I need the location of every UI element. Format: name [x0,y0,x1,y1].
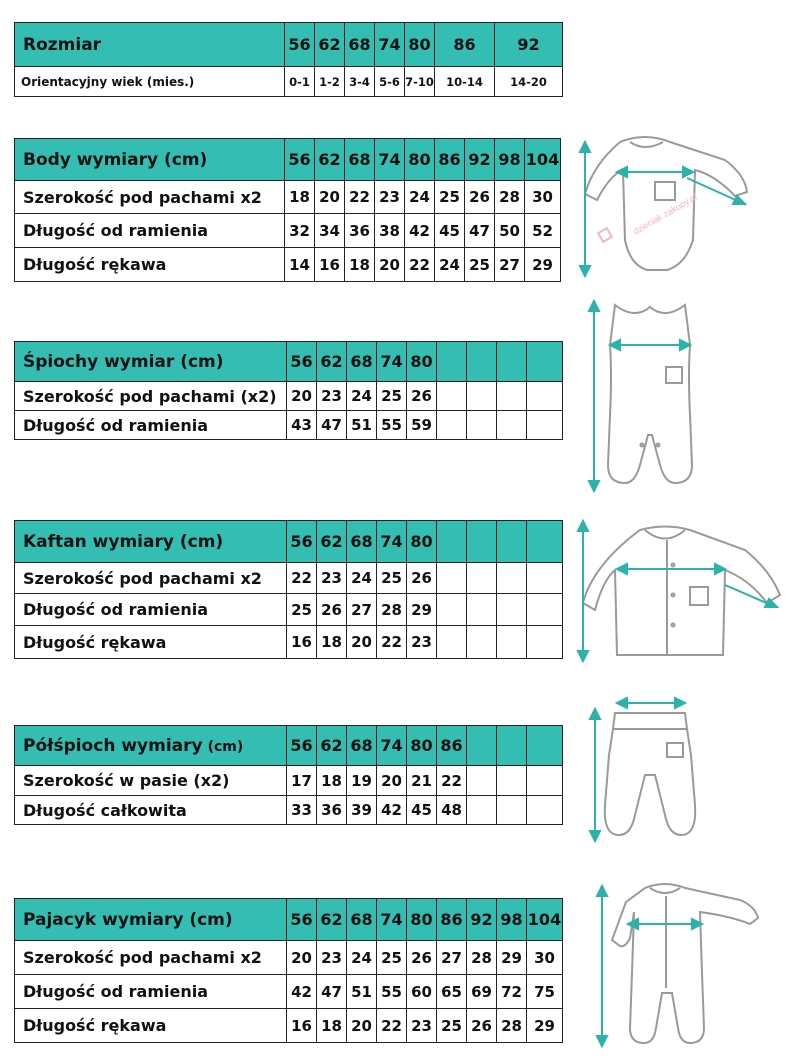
size-header-row [15,23,563,67]
table-title-unit: (cm) [207,738,244,755]
table-row [15,214,561,248]
value-cell [527,796,563,825]
row-label: Szerokość pod pachami x2 [15,563,287,594]
value-cell: 60 [407,975,437,1009]
kaftan-table-title [15,521,287,563]
value-cell: 16 [287,626,317,659]
body-illustration [575,130,775,280]
size-cell [497,342,527,382]
size-cell: 68 [347,726,377,766]
value-cell [467,411,497,440]
size-table-title: Rozmiar [15,23,285,67]
value-cell: 25 [377,382,407,411]
table-row [15,626,563,659]
value-cell: 55 [377,411,407,440]
value-cell: 65 [437,975,467,1009]
age-row-label: Orientacyjny wiek (mies.) [15,67,285,97]
row-label: Długość rękawa [15,248,285,282]
value-cell: 28 [495,181,525,214]
size-cell: 62 [317,342,347,382]
row-label: Długość całkowita [15,796,287,825]
value-cell: 22 [405,248,435,282]
body-size-table [14,138,561,282]
value-cell: 20 [347,1009,377,1043]
value-cell: 14 [285,248,315,282]
value-cell: 18 [345,248,375,282]
value-cell: 25 [465,248,495,282]
value-cell [437,382,467,411]
age-cell: 1-2 [315,67,345,97]
size-cell: 74 [377,521,407,563]
size-cell: 92 [495,23,563,67]
size-cell [527,342,563,382]
value-cell [467,766,497,796]
size-cell: 80 [405,23,435,67]
value-cell: 30 [525,181,561,214]
value-cell: 25 [437,1009,467,1043]
value-cell: 24 [435,248,465,282]
size-cell [467,342,497,382]
value-cell: 43 [287,411,317,440]
size-cell: 80 [407,342,437,382]
value-cell: 33 [287,796,317,825]
size-cell: 92 [465,139,495,181]
size-cell: 80 [405,139,435,181]
value-cell: 52 [525,214,561,248]
size-cell: 56 [285,139,315,181]
value-cell: 20 [347,626,377,659]
value-cell: 50 [495,214,525,248]
value-cell: 25 [377,563,407,594]
body-table-title [15,139,285,181]
table-title-text: Body wymiary (cm) [23,149,208,170]
size-cell: 80 [407,899,437,941]
value-cell: 20 [375,248,405,282]
age-row [15,67,563,97]
spiochy-size-table [14,341,563,440]
size-age-table [14,22,563,97]
value-cell: 29 [497,941,527,975]
body-header-row [15,139,561,181]
value-cell [437,626,467,659]
value-cell: 55 [377,975,407,1009]
value-cell: 20 [377,766,407,796]
value-cell: 23 [375,181,405,214]
value-cell: 26 [467,1009,497,1043]
size-cell [437,521,467,563]
value-cell [497,766,527,796]
value-cell: 28 [377,594,407,626]
table-title-text: Kaftan wymiary (cm) [23,531,224,552]
size-cell: 86 [435,139,465,181]
table-row [15,941,563,975]
value-cell [497,411,527,440]
value-cell [437,563,467,594]
row-label: Szerokość pod pachami x2 [15,181,285,214]
size-cell: 62 [317,726,347,766]
value-cell [467,626,497,659]
value-cell: 38 [375,214,405,248]
value-cell [497,382,527,411]
age-cell: 14-20 [495,67,563,97]
size-cell: 74 [375,23,405,67]
row-label: Długość rękawa [15,1009,287,1043]
size-cell [467,726,497,766]
value-cell: 20 [287,382,317,411]
size-cell: 56 [287,726,317,766]
value-cell [467,796,497,825]
age-cell: 10-14 [435,67,495,97]
table-row [15,975,563,1009]
value-cell [497,626,527,659]
value-cell: 42 [377,796,407,825]
value-cell: 42 [405,214,435,248]
value-cell: 26 [317,594,347,626]
row-label: Długość od ramienia [15,214,285,248]
value-cell: 23 [407,626,437,659]
value-cell: 42 [287,975,317,1009]
watermark-logo-icon [598,192,699,242]
size-cell: 104 [527,899,563,941]
row-label: Długość od ramienia [15,975,287,1009]
age-cell: 0-1 [285,67,315,97]
row-label: Długość rękawa [15,626,287,659]
pajacyk-size-table [14,898,563,1043]
value-cell: 36 [317,796,347,825]
value-cell: 23 [317,563,347,594]
size-cell: 86 [437,726,467,766]
value-cell: 48 [437,796,467,825]
value-cell: 26 [407,563,437,594]
size-cell [497,726,527,766]
value-cell: 30 [527,941,563,975]
table-row [15,248,561,282]
table-row [15,411,563,440]
value-cell: 47 [317,975,347,1009]
age-cell: 3-4 [345,67,375,97]
value-cell: 72 [497,975,527,1009]
size-cell: 68 [345,23,375,67]
table-row [15,594,563,626]
value-cell: 17 [287,766,317,796]
value-cell [527,626,563,659]
bodysuit-sketch-icon [575,130,775,280]
value-cell: 75 [527,975,563,1009]
value-cell [527,411,563,440]
size-cell: 74 [375,139,405,181]
value-cell: 27 [495,248,525,282]
value-cell: 51 [347,975,377,1009]
value-cell: 27 [347,594,377,626]
value-cell [527,594,563,626]
size-cell: 86 [435,23,495,67]
watermark-text: dzieciak zakupy.pl [631,191,699,237]
value-cell: 29 [527,1009,563,1043]
value-cell: 22 [437,766,467,796]
size-cell: 62 [317,521,347,563]
value-cell: 22 [287,563,317,594]
kaftan-size-table [14,520,563,659]
size-cell: 68 [347,521,377,563]
value-cell: 45 [435,214,465,248]
value-cell [467,563,497,594]
size-cell [527,726,563,766]
value-cell: 45 [407,796,437,825]
romper-sketch-icon [580,295,720,495]
row-label: Długość od ramienia [15,411,287,440]
table-row [15,766,563,796]
value-cell: 23 [317,941,347,975]
size-cell: 86 [437,899,467,941]
value-cell: 20 [287,941,317,975]
value-cell: 25 [287,594,317,626]
table-row [15,181,561,214]
value-cell: 36 [345,214,375,248]
size-cell: 56 [287,899,317,941]
value-cell: 16 [287,1009,317,1043]
value-cell: 24 [405,181,435,214]
size-cell: 74 [377,342,407,382]
value-cell: 18 [285,181,315,214]
value-cell: 24 [347,941,377,975]
table-row [15,1009,563,1043]
value-cell: 18 [317,766,347,796]
sleepsuit-sketch-icon [590,878,780,1050]
value-cell: 27 [437,941,467,975]
value-cell: 47 [317,411,347,440]
value-cell: 26 [465,181,495,214]
value-cell: 25 [377,941,407,975]
value-cell: 19 [347,766,377,796]
value-cell [497,563,527,594]
spiochy-table-title [15,342,287,382]
value-cell: 47 [465,214,495,248]
value-cell: 32 [285,214,315,248]
value-cell: 34 [315,214,345,248]
kaftan-header-row [15,521,563,563]
pajacyk-illustration [590,878,780,1050]
value-cell: 18 [317,626,347,659]
size-cell [467,521,497,563]
size-cell: 92 [467,899,497,941]
value-cell: 24 [347,563,377,594]
size-cell: 68 [345,139,375,181]
size-cell: 62 [315,139,345,181]
polspioch-header-row [15,726,563,766]
value-cell [497,594,527,626]
table-title-text: Śpiochy wymiar (cm) [23,351,224,372]
value-cell: 26 [407,382,437,411]
value-cell: 23 [407,1009,437,1043]
value-cell: 22 [377,1009,407,1043]
jacket-sketch-icon [575,515,785,665]
table-row [15,563,563,594]
pajacyk-table-title [15,899,287,941]
size-cell: 104 [525,139,561,181]
value-cell: 59 [407,411,437,440]
value-cell [527,766,563,796]
size-cell: 62 [315,23,345,67]
polspioch-table-title [15,726,287,766]
table-title-text: Półśpioch wymiary [23,735,203,756]
value-cell: 28 [467,941,497,975]
value-cell: 23 [317,382,347,411]
value-cell: 25 [435,181,465,214]
value-cell [437,594,467,626]
value-cell: 28 [497,1009,527,1043]
table-row [15,796,563,825]
spiochy-header-row [15,342,563,382]
size-cell: 68 [347,342,377,382]
table-title-text: Pajacyk wymiary (cm) [23,909,233,930]
value-cell [527,382,563,411]
size-cell: 56 [287,521,317,563]
size-cell [497,521,527,563]
value-cell [467,594,497,626]
polspioch-illustration [585,695,715,845]
row-label: Długość od ramienia [15,594,287,626]
value-cell: 24 [347,382,377,411]
polspioch-size-table [14,725,563,825]
age-cell: 7-10 [405,67,435,97]
size-cell: 98 [495,139,525,181]
row-label: Szerokość pod pachami (x2) [15,382,287,411]
value-cell [497,796,527,825]
size-cell: 80 [407,726,437,766]
value-cell: 16 [315,248,345,282]
value-cell: 69 [467,975,497,1009]
size-cell: 56 [287,342,317,382]
size-cell: 56 [285,23,315,67]
value-cell: 51 [347,411,377,440]
table-row [15,382,563,411]
value-cell: 20 [315,181,345,214]
value-cell [467,382,497,411]
value-cell [527,563,563,594]
pajacyk-header-row [15,899,563,941]
value-cell: 18 [317,1009,347,1043]
size-cell: 74 [377,726,407,766]
value-cell: 26 [407,941,437,975]
age-cell: 5-6 [375,67,405,97]
size-cell: 62 [317,899,347,941]
value-cell [437,411,467,440]
row-label: Szerokość pod pachami x2 [15,941,287,975]
size-cell [527,521,563,563]
value-cell: 29 [407,594,437,626]
pants-sketch-icon [585,695,715,845]
value-cell: 39 [347,796,377,825]
value-cell: 21 [407,766,437,796]
value-cell: 29 [525,248,561,282]
size-cell [437,342,467,382]
size-cell: 74 [377,899,407,941]
value-cell: 22 [345,181,375,214]
size-cell: 68 [347,899,377,941]
spiochy-illustration [580,295,720,495]
value-cell: 22 [377,626,407,659]
kaftan-illustration [575,515,785,665]
row-label: Szerokość w pasie (x2) [15,766,287,796]
size-cell: 80 [407,521,437,563]
size-cell: 98 [497,899,527,941]
